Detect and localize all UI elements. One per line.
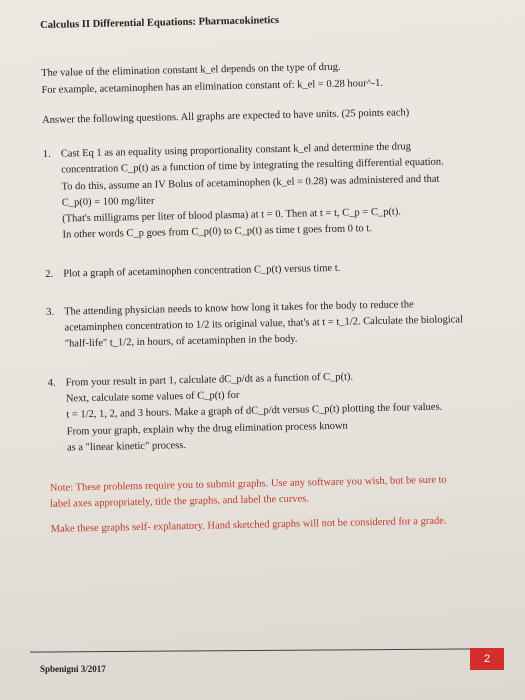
question-line: as a "linear kinetic" process.: [66, 439, 187, 454]
question-number: 4.: [47, 377, 56, 389]
question-number: 3.: [46, 306, 55, 318]
question-line: (That's milligrams per liter of blood plasma) at t = 0. Then at t = t, C_p = C_p(t).: [62, 206, 402, 225]
question-line: In other words C_p goes from C_p(0) to C_p(t) as time t goes from 0 to t.: [62, 223, 373, 241]
question-body: [64, 295, 502, 353]
question-line: From your graph, explain why the drug elimination process known: [66, 420, 348, 438]
note-line-3: Make these graphs self- explanatory. Hand sketched graphs will not be considered for a grade.: [50, 515, 447, 535]
page-title: Calculus II Differential Equations: Pharmacokinetics: [40, 14, 280, 31]
footer-divider: [30, 648, 480, 652]
question-line: The attending physician needs to know how long it takes for the body to reduce the: [64, 299, 414, 318]
intro-line-2: For example, acetaminophen has an elimination constant of: k_el = 0.28 hour^-1.: [41, 77, 384, 96]
note: [50, 471, 506, 537]
question-line: "half-life" t_1/2, in hours, of acetaminphen in the body.: [64, 334, 298, 351]
question-line: concentration C_p(t) as a function of time by integrating the resulting differential equation.: [61, 156, 444, 176]
document-content: [40, 8, 506, 537]
question-number: 2.: [45, 268, 54, 280]
question-body: [61, 138, 500, 245]
note-line-1: Note: These problems require you to submit graphs. Use any software you wish, but be sure to: [49, 474, 447, 494]
question-line: Cast Eq 1 as an equality using proportionality constant k_el and determine the drug: [60, 141, 412, 160]
question-number: 1.: [42, 148, 51, 161]
question-1: [43, 138, 500, 245]
question-line: C_p(0) = 100 mg/liter: [61, 195, 155, 209]
question-4: [47, 366, 504, 457]
question-line: To do this, assume an IV Bolus of acetaminophen (k_el = 0.28) was administered and that: [61, 173, 440, 193]
footer-author: Spbenigni 3/2017: [40, 664, 106, 674]
question-line: From your result in part 1, calculate dC_p/dt as a function of C_p(t).: [65, 371, 354, 389]
question-body: [63, 257, 500, 282]
requirements-text: Answer the following questions. All graphs are expected to have units. (25 points each): [42, 107, 410, 126]
question-3: [46, 295, 502, 353]
question-line: t = 1/2, 1, 2, and 3 hours. Make a graph of dC_p/dt versus C_p(t) plotting the four values.: [66, 401, 443, 421]
note-line-2: label axes appropriately, title the graphs, and label the curves.: [50, 493, 310, 511]
question-line: Next, calculate some values of C_p(t) for: [65, 389, 240, 405]
question-2: [45, 257, 500, 283]
page-number-badge: 2: [470, 648, 504, 670]
question-line: acetaminphen concentration to 1/2 its original value, that's at t = t_1/2. Calculate the biological: [64, 314, 464, 334]
intro: [41, 57, 497, 99]
question-line: Plot a graph of acetaminophen concentration C_p(t) versus time t.: [63, 262, 341, 280]
question-body: [65, 366, 504, 456]
intro-line-1: The value of the elimination constant k_el depends on the type of drug.: [41, 61, 341, 80]
